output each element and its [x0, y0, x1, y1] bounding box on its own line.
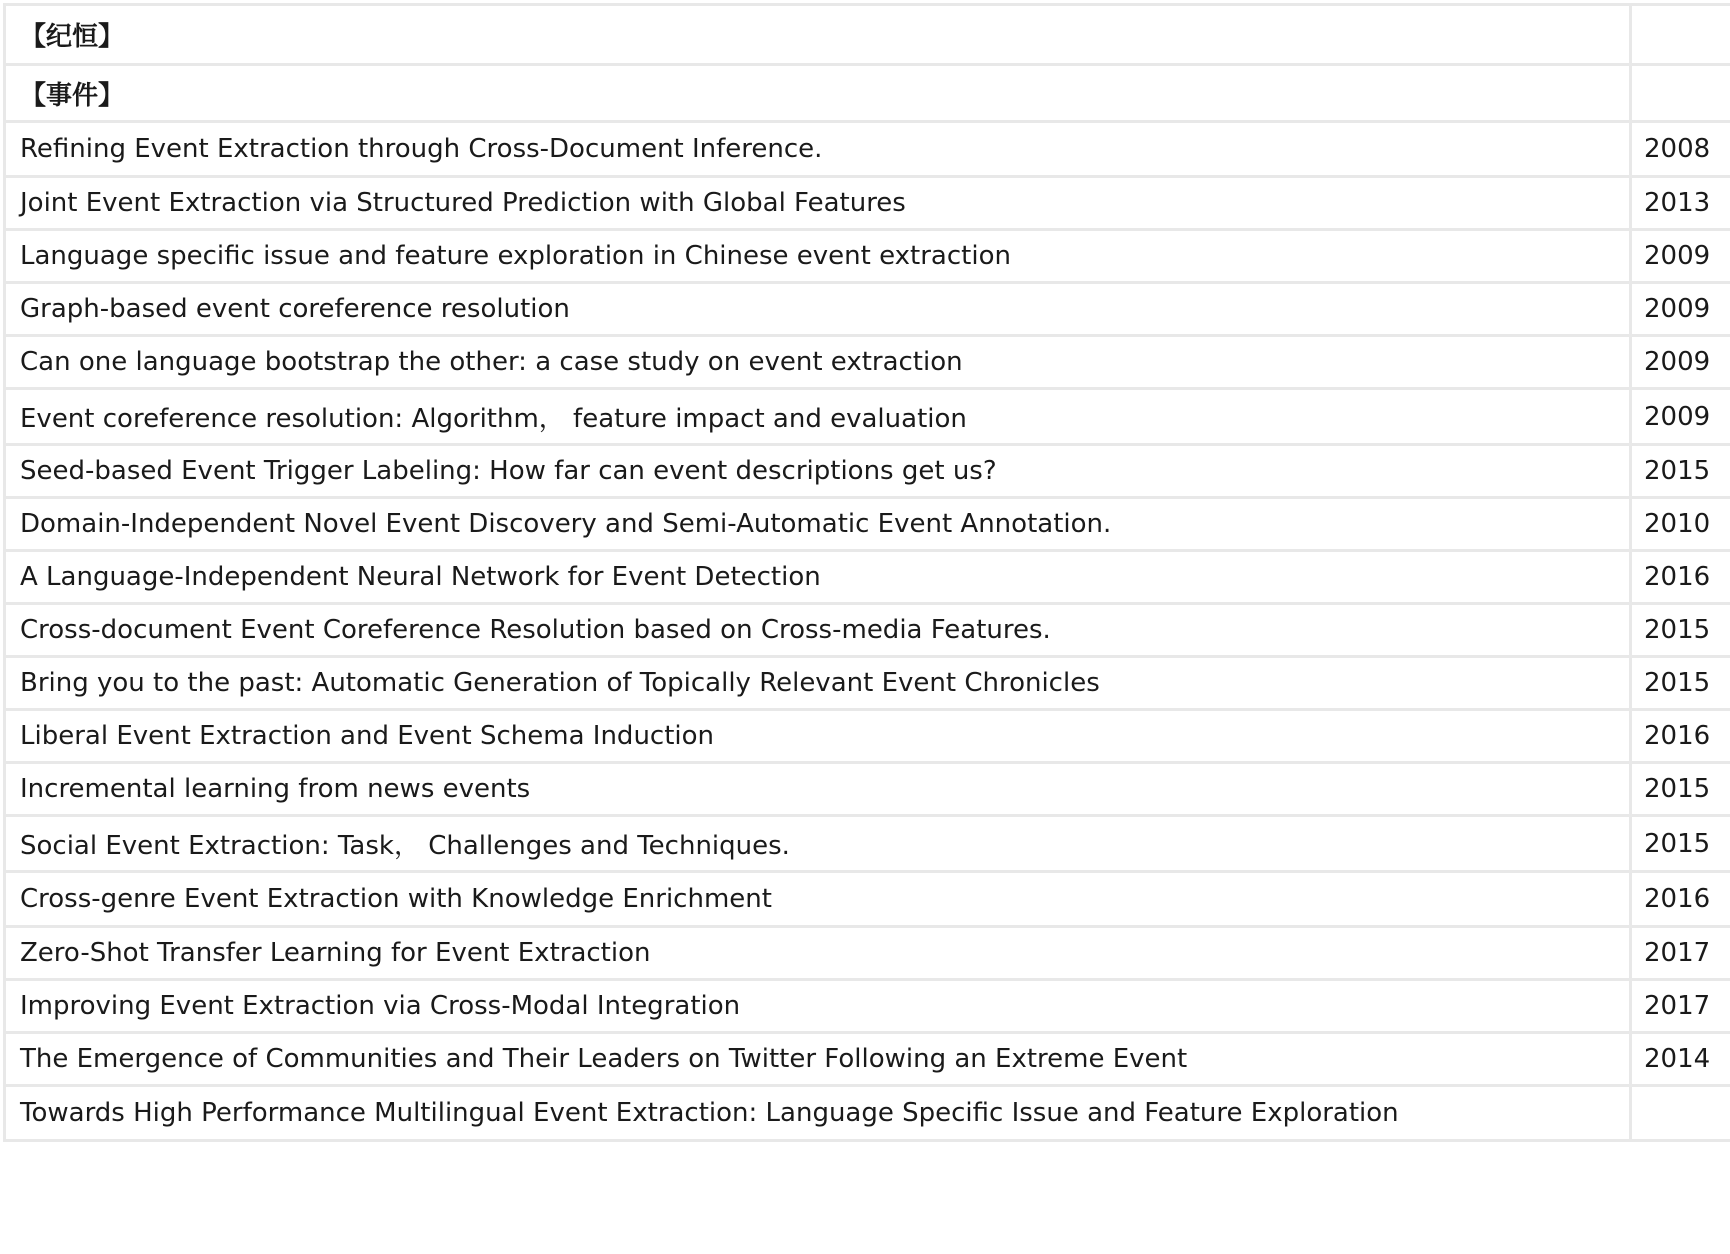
table-row — [5, 927, 1730, 980]
paper-year: 2009 — [1631, 283, 1730, 336]
table-row — [5, 1033, 1730, 1086]
paper-title: Joint Event Extraction via Structured Prediction with Global Features — [5, 177, 1631, 230]
paper-table — [3, 3, 1730, 1142]
paper-title: Towards High Performance Multilingual Event Extraction: Language Specific Issue and Feature Exploration — [5, 1086, 1631, 1141]
paper-year — [1631, 1086, 1730, 1141]
paper-list-sheet — [3, 3, 1730, 1142]
table-row — [5, 336, 1730, 389]
paper-title: Language specific issue and feature exploration in Chinese event extraction — [5, 230, 1631, 283]
table-row — [5, 980, 1730, 1033]
paper-year: 2015 — [1631, 445, 1730, 498]
table-row — [5, 872, 1730, 927]
paper-title: Domain-Independent Novel Event Discovery and Semi-Automatic Event Annotation. — [5, 498, 1631, 551]
paper-year: 2009 — [1631, 230, 1730, 283]
table-row — [5, 283, 1730, 336]
paper-year: 2016 — [1631, 551, 1730, 604]
section-label: 【事件】 — [5, 65, 1631, 122]
paper-title: Social Event Extraction: Task， Challenges and Techniques. — [5, 816, 1631, 872]
paper-year: 2015 — [1631, 657, 1730, 710]
paper-year: 2015 — [1631, 816, 1730, 872]
table-row — [5, 177, 1730, 230]
table-row — [5, 230, 1730, 283]
paper-title: Event coreference resolution: Algorithm， feature impact and evaluation — [5, 389, 1631, 445]
paper-year: 2016 — [1631, 710, 1730, 763]
paper-title: A Language-Independent Neural Network for Event Detection — [5, 551, 1631, 604]
year-cell — [1631, 5, 1730, 65]
section-label: 【纪恒】 — [5, 5, 1631, 65]
paper-year: 2009 — [1631, 336, 1730, 389]
paper-title: Zero-Shot Transfer Learning for Event Extraction — [5, 927, 1631, 980]
paper-title: Refining Event Extraction through Cross-Document Inference. — [5, 122, 1631, 177]
paper-title: Cross-genre Event Extraction with Knowledge Enrichment — [5, 872, 1631, 927]
table-row — [5, 389, 1730, 445]
paper-year: 2017 — [1631, 980, 1730, 1033]
paper-year: 2016 — [1631, 872, 1730, 927]
paper-year: 2014 — [1631, 1033, 1730, 1086]
paper-title: The Emergence of Communities and Their Leaders on Twitter Following an Extreme Event — [5, 1033, 1631, 1086]
paper-year: 2010 — [1631, 498, 1730, 551]
paper-year: 2015 — [1631, 604, 1730, 657]
paper-year: 2017 — [1631, 927, 1730, 980]
table-row — [5, 498, 1730, 551]
table-row — [5, 710, 1730, 763]
paper-title: Liberal Event Extraction and Event Schema Induction — [5, 710, 1631, 763]
paper-title: Cross-document Event Coreference Resolution based on Cross-media Features. — [5, 604, 1631, 657]
section-row — [5, 65, 1730, 122]
paper-table-body — [5, 5, 1730, 1141]
paper-year: 2013 — [1631, 177, 1730, 230]
paper-title: Improving Event Extraction via Cross-Modal Integration — [5, 980, 1631, 1033]
table-row — [5, 763, 1730, 816]
section-row — [5, 5, 1730, 65]
table-row — [5, 657, 1730, 710]
paper-title: Bring you to the past: Automatic Generation of Topically Relevant Event Chronicles — [5, 657, 1631, 710]
paper-title: Seed-based Event Trigger Labeling: How far can event descriptions get us? — [5, 445, 1631, 498]
paper-title: Graph-based event coreference resolution — [5, 283, 1631, 336]
paper-title: Can one language bootstrap the other: a case study on event extraction — [5, 336, 1631, 389]
paper-title: Incremental learning from news events — [5, 763, 1631, 816]
paper-year: 2008 — [1631, 122, 1730, 177]
table-row — [5, 816, 1730, 872]
table-row — [5, 1086, 1730, 1141]
table-row — [5, 604, 1730, 657]
paper-year: 2015 — [1631, 763, 1730, 816]
table-row — [5, 122, 1730, 177]
year-cell — [1631, 65, 1730, 122]
table-row — [5, 445, 1730, 498]
table-row — [5, 551, 1730, 604]
paper-year: 2009 — [1631, 389, 1730, 445]
